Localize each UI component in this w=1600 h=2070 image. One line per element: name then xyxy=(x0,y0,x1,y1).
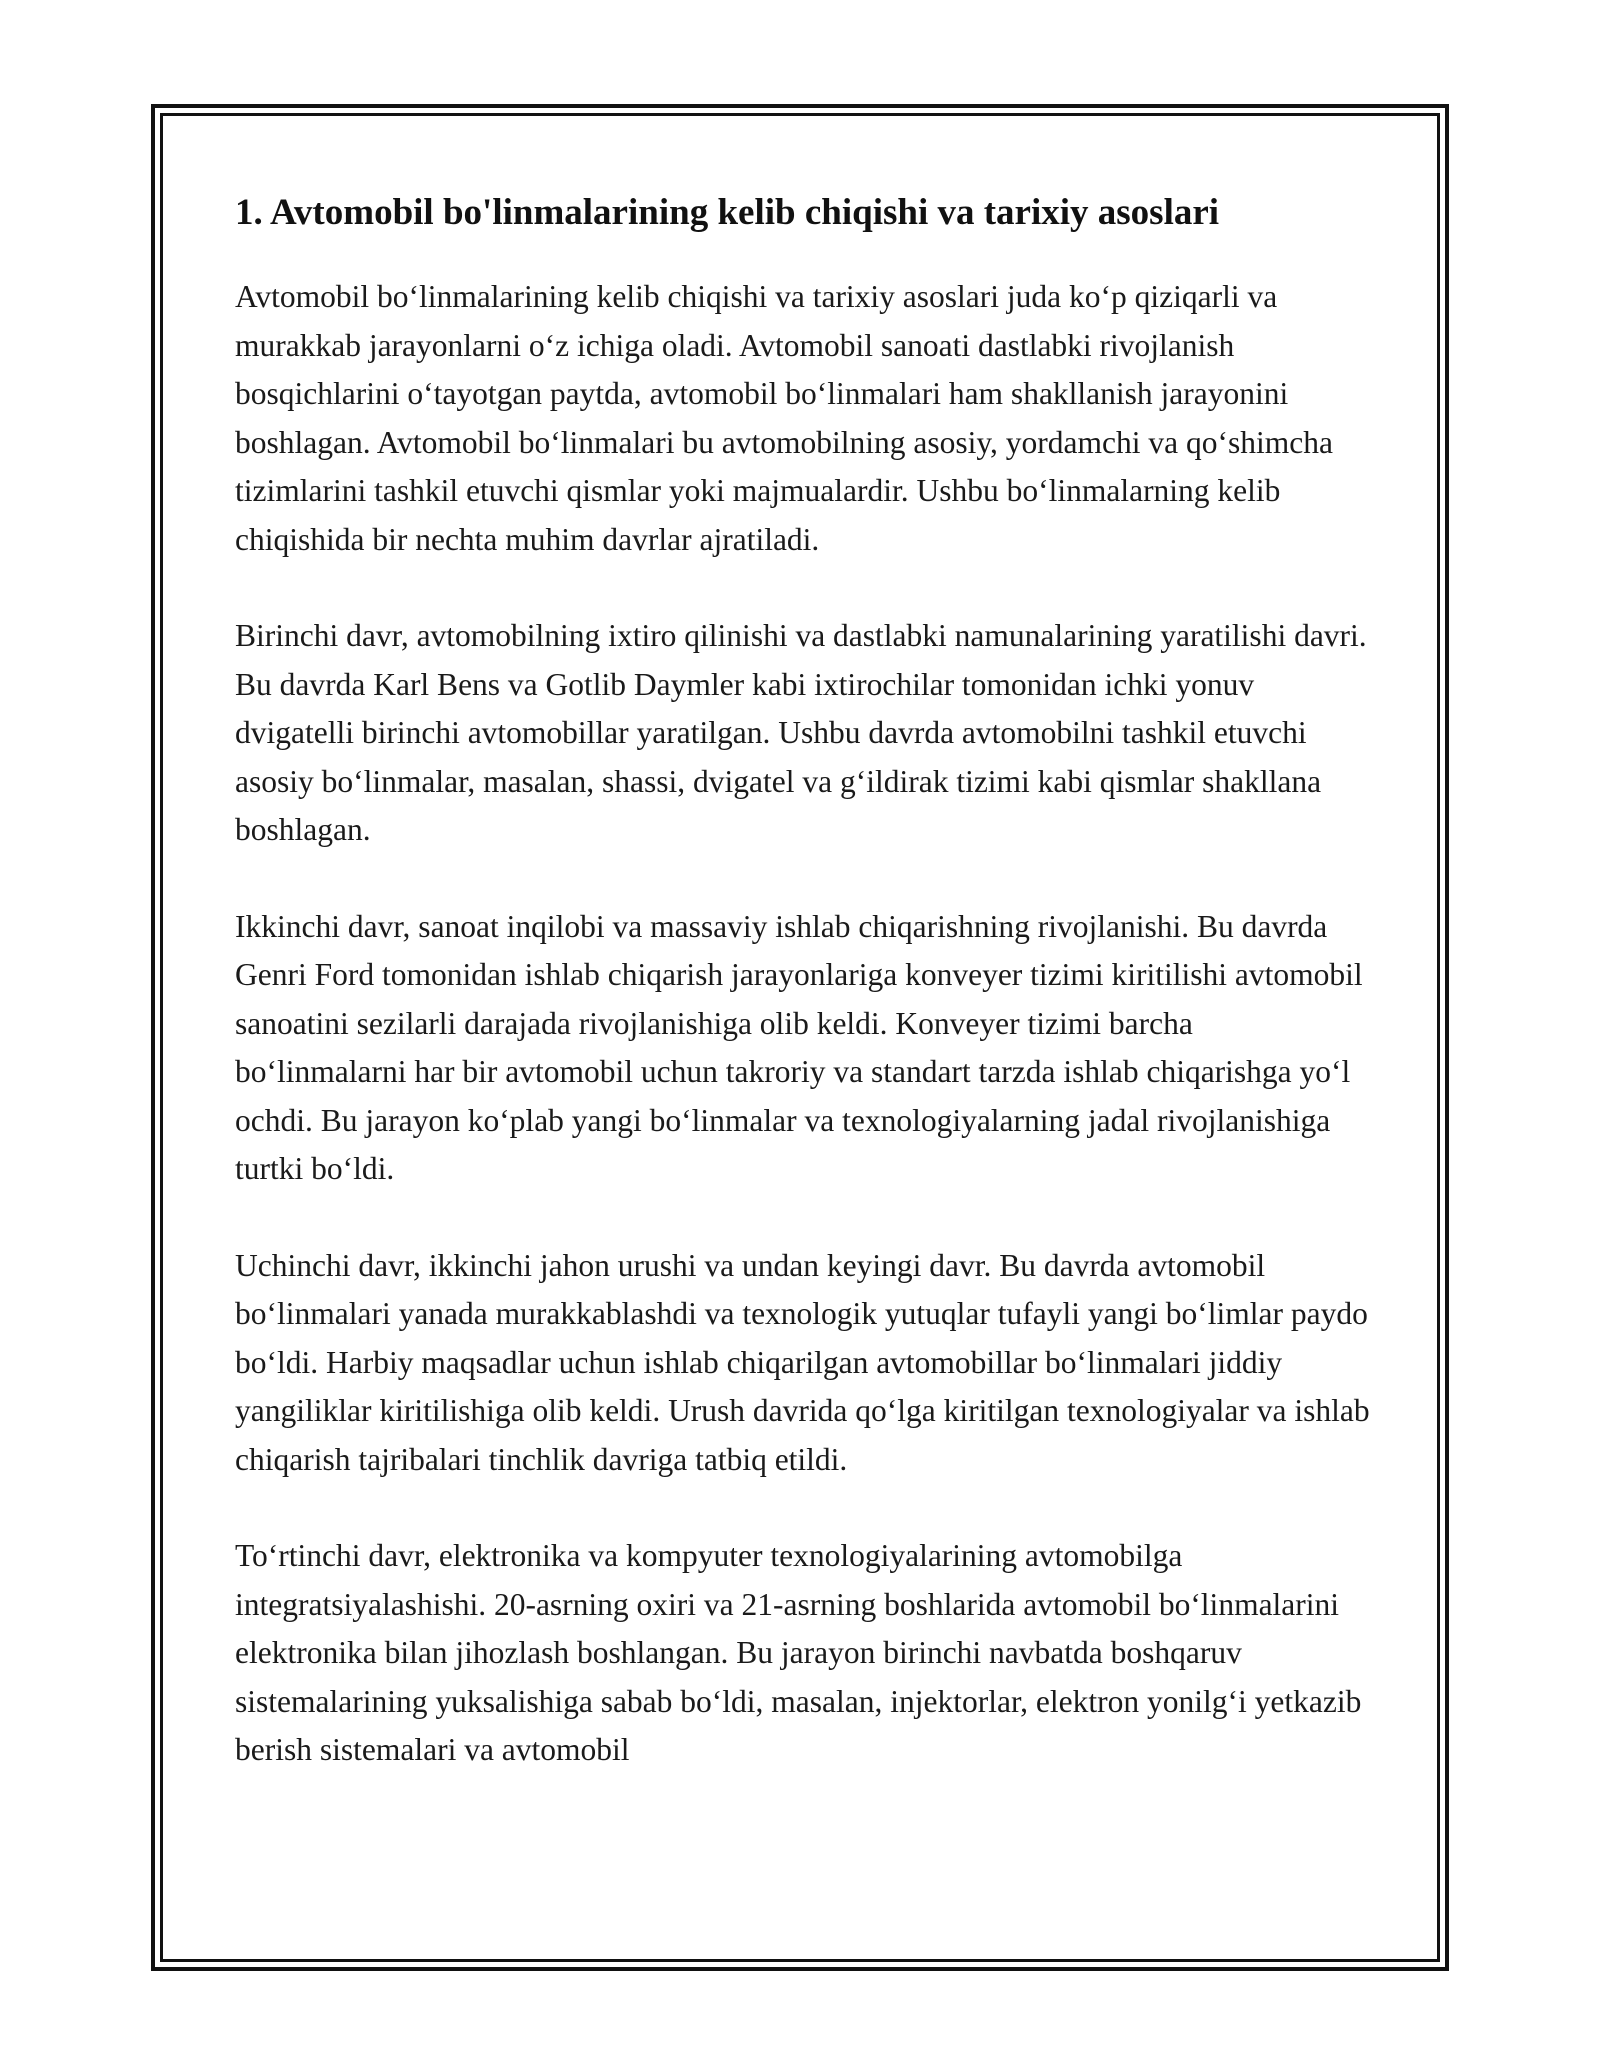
document-body xyxy=(235,185,1370,1775)
paragraph-third-period: Uchinchi davr, ikkinchi jahon urushi va undan keyingi davr. Bu davrda avtomobil bo‘linmalari yanada murakkablashdi va texnologik yutuqlar tufayli yangi bo‘limlar paydo bo‘ldi. Harbiy maqsadlar uchun ishlab chiqarilgan avtomobillar bo‘linmalari jiddiy yangiliklar kiritilishiga olib keldi. Urush davrida qo‘lga kiritilgan texnologiyalar va ishlab chiqarish tajribalari tinchlik davriga tatbiq etildi. xyxy=(235,1247,1370,1477)
paragraph-first-period: Birinchi davr, avtomobilning ixtiro qilinishi va dastlabki namunalarining yaratilishi davri. Bu davrda Karl Bens va Gotlib Daymler kabi ixtirochilar tomonidan ichki yonuv dvigatelli birinchi avtomobillar yaratilgan. Ushbu davrda avtomobilni tashkil etuvchi asosiy bo‘linmalar, masalan, shassi, dvigatel va g‘ildirak tizimi kabi qismlar shakllana boshlagan. xyxy=(235,618,1367,847)
section-heading: 1. Avtomobil bo'linmalarining kelib chiqishi va tarixiy asoslari xyxy=(235,192,1220,233)
paragraph-fourth-period: To‘rtinchi davr, elektronika va kompyuter texnologiyalarining avtomobilga integratsiyalashishi. 20-asrning oxiri va 21-asrning boshlarida avtomobil bo‘linmalarini elektronika bilan jihozlash boshlangan. Bu jarayon birinchi navbatda boshqaruv sistemalarining yuksalishiga sabab bo‘ldi, masalan, injektorlar, elektron yonilg‘i yetkazib berish sistemalari va avtomobil xyxy=(235,1538,1362,1767)
paragraph-intro: Avtomobil bo‘linmalarining kelib chiqishi va tarixiy asoslari juda ko‘p qiziqarli va murakkab jarayonlarni o‘z ichiga oladi. Avtomobil sanoati dastlabki rivojlanish bosqichlarini o‘tayotgan paytda, avtomobil bo‘linmalari ham shakllanish jarayonini boshlagan. Avtomobil bo‘linmalari bu avtomobilning asosiy, yordamchi va qo‘shimcha tizimlarini tashkil etuvchi qismlar yoki majmualardir. Ushbu bo‘linmalarning kelib chiqishida bir nechta muhim davrlar ajratiladi. xyxy=(235,279,1333,557)
paragraph-second-period: Ikkinchi davr, sanoat inqilobi va massaviy ishlab chiqarishning rivojlanishi. Bu davrda Genri Ford tomonidan ishlab chiqarish jarayonlariga konveyer tizimi kiritilishi avtomobil sanoatini sezilarli darajada rivojlanishiga olib keldi. Konveyer tizimi barcha bo‘linmalarni har bir avtomobil uchun takroriy va standart tarzda ishlab chiqarishga yo‘l ochdi. Bu jarayon ko‘plab yangi bo‘linmalar va texnologiyalarning jadal rivojlanishiga turtki bo‘ldi. xyxy=(235,908,1363,1186)
